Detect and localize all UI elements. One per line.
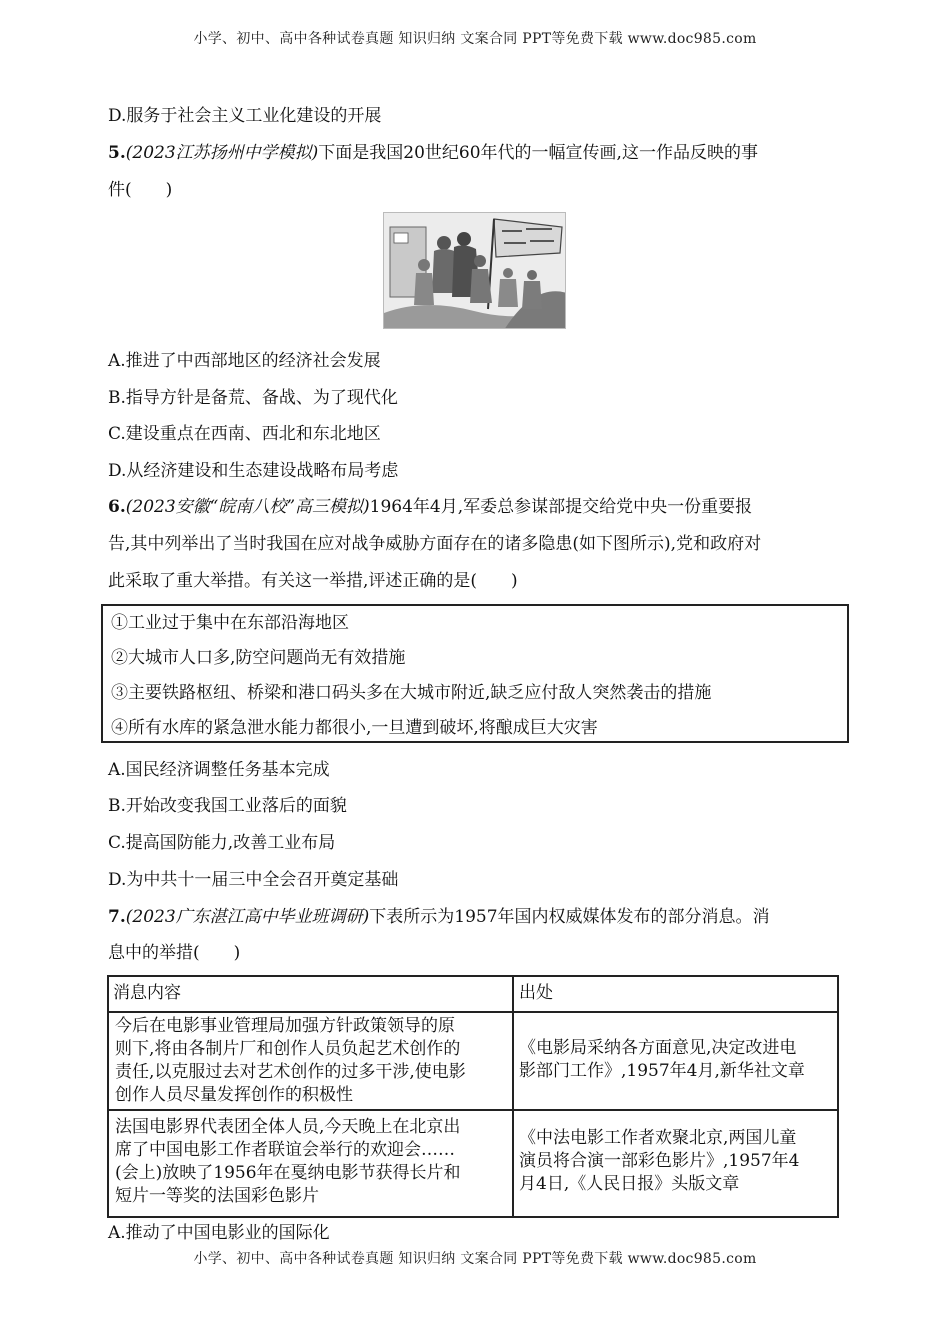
q6-option-b: B.开始改变我国工业落后的面貌: [108, 796, 347, 816]
page-footer: 小学、初中、高中各种试卷真题 知识归纳 文案合同 PPT等免费下载 www.doc985.com: [193, 1251, 757, 1267]
q6-stem-line3: 此采取了重大举措。有关这一举措,评述正确的是( ): [108, 571, 518, 591]
q6-option-c: C.提高国防能力,改善工业布局: [108, 833, 336, 853]
hazard-item-4: ④所有水库的紧急泄水能力都很小,一旦遭到破坏,将酿成巨大灾害: [111, 718, 598, 738]
q7-option-a: A.推动了中国电影业的国际化: [108, 1223, 330, 1243]
q7-source: (2023广东湛江高中毕业班调研): [125, 907, 370, 927]
table-header-source: 出处: [519, 983, 553, 1003]
hazard-item-2: ②大城市人口多,防空问题尚无有效措施: [111, 648, 406, 668]
q5-source: (2023江苏扬州中学模拟): [125, 143, 319, 163]
table-header-divider: [109, 1011, 837, 1013]
q5-stem-line2: 件( ): [108, 180, 173, 200]
prev-option-d: D.服务于社会主义工业化建设的开展: [108, 106, 382, 126]
table-row-2-source: 《中法电影工作者欢聚北京,两国儿童 演员将合演一部彩色影片》,1957年4 月4日,《人民日报》头版文章: [519, 1128, 800, 1194]
q5-stem-line1: [108, 141, 848, 165]
q6-stem-line1: [108, 495, 848, 519]
q7-text: 下表所示为1957年国内权威媒体发布的部分消息。消: [369, 907, 770, 927]
table-row-1-content: 今后在电影事业管理局加强方针政策领导的原 则下,将由各制片厂和创作人员负起艺术创作的 责任,以克服过去对艺术创作的过多干涉,使电影 创作人员尽量发挥创作的积极性: [115, 1016, 466, 1105]
q7-stem-line1: [108, 905, 848, 929]
q6-number: 6.: [108, 497, 126, 517]
q6-option-a: A.国民经济调整任务基本完成: [108, 760, 330, 780]
table-row-divider: [109, 1109, 837, 1111]
table-header-content: 消息内容: [113, 983, 181, 1003]
q5-option-d: D.从经济建设和生态建设战略布局考虑: [108, 461, 399, 481]
q5-number: 5.: [108, 143, 126, 163]
q5-option-c: C.建设重点在西南、西北和东北地区: [108, 424, 381, 444]
q6-stem-line2: 告,其中列举出了当时我国在应对战争威胁方面存在的诸多隐患(如下图所示),党和政府对: [108, 534, 762, 554]
propaganda-poster-image: [383, 212, 566, 329]
q6-hazards-box: [101, 604, 849, 743]
hazard-item-3: ③主要铁路枢纽、桥梁和港口码头多在大城市附近,缺乏应付敌人突然袭击的措施: [111, 683, 712, 703]
news-table: [107, 975, 839, 1218]
page-header: 小学、初中、高中各种试卷真题 知识归纳 文案合同 PPT等免费下载 www.doc985.com: [193, 31, 757, 47]
q5-option-a: A.推进了中西部地区的经济社会发展: [108, 351, 381, 371]
q5-text: 下面是我国20世纪60年代的一幅宣传画,这一作品反映的事: [318, 143, 758, 163]
q6-option-d: D.为中共十一届三中全会召开奠定基础: [108, 870, 399, 890]
q6-source: (2023安徽“皖南八校”高三模拟): [125, 497, 370, 517]
q7-stem-line2: 息中的举措( ): [108, 943, 241, 963]
q7-number: 7.: [108, 907, 126, 927]
q5-option-b: B.指导方针是备荒、备战、为了现代化: [108, 388, 398, 408]
hazard-item-1: ①工业过于集中在东部沿海地区: [111, 613, 349, 633]
table-row-1-source: 《电影局采纳各方面意见,决定改进电 影部门工作》,1957年4月,新华社文章: [519, 1038, 805, 1081]
poster-illustration: [384, 213, 566, 329]
table-row-2-content: 法国电影界代表团全体人员,今天晚上在北京出 席了中国电影工作者联谊会举行的欢迎会…… (会上)放映了1956年在戛纳电影节获得长片和 短片一等奖的法国彩色影片: [115, 1117, 461, 1206]
q6-text: 1964年4月,军委总参谋部提交给党中央一份重要报: [369, 497, 753, 517]
